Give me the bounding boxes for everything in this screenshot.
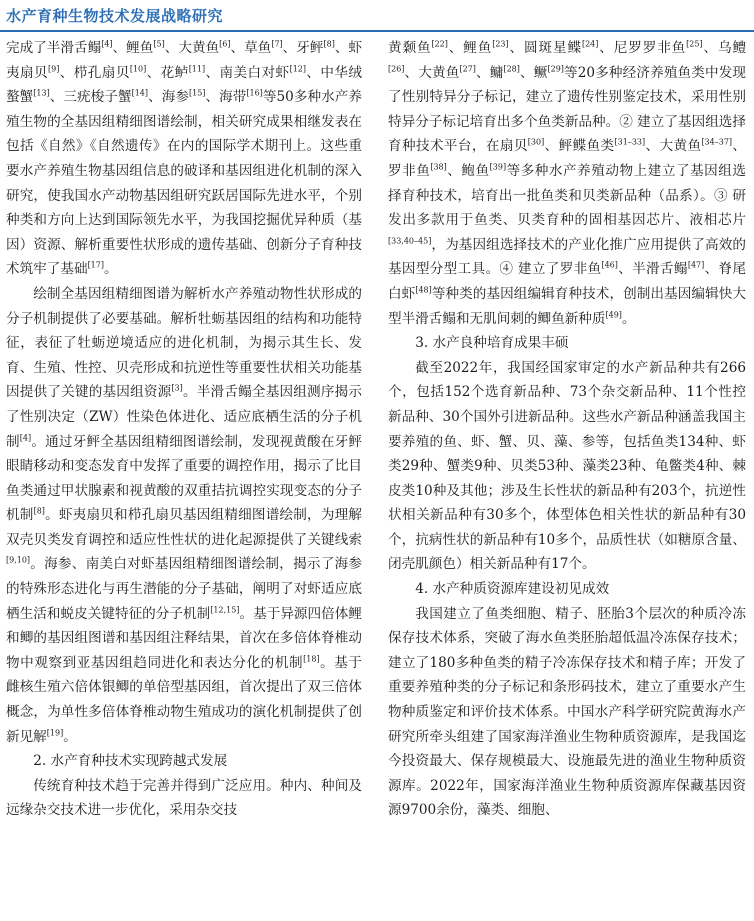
section-heading-new-varieties: 3. 水产良种培育成果丰硕 xyxy=(415,335,569,352)
citation-ref: [11] xyxy=(188,64,206,74)
citation-ref: [8] xyxy=(33,506,45,516)
citation-ref: [49] xyxy=(605,310,622,319)
paragraph-genome-maps: 完成了半滑舌鳎[4]、鲤鱼[5]、大黄鱼[6]、草鱼[7]、牙鲆[8]、虾夷扇贝[9]、栉孔扇贝[10]、花鲈[11]、南美白对虾[12]、中华绒螯蟹[13]、三疣梭子蟹[14]、海参[15]、海带[16]等50多种水产养殖生物的全基因组精细图谱绘制，相关研究成果相继发表在包括《自然》《自然遗传》在内的国际学术期刊上。这些重要水产养殖生物基因组信息的破译和基因组进化机制的深入研究，使我国水产动物基因组研究跃居国际先进水平，个别种类和方向上达到国际领先水平，为我国挖掘优异种质（基因）资源、解析重要性状形成的遗传基础、创新分子育种技术筑牢了基础[17]。 xyxy=(6,39,362,278)
citation-ref: [26] xyxy=(388,64,405,74)
citation-ref: [38] xyxy=(430,162,447,172)
citation-ref: [15] xyxy=(188,88,206,98)
citation-ref: [13] xyxy=(33,88,50,98)
paragraph-new-varieties: 截至2022年，我国经国家审定的水产新品种共有266个，包括152个选育新品种、73个杂交新品种、11个性控新品种、30个国外引进新品种。这些水产新品种涵盖我国主要养殖的鱼、虾、蟹、贝、藻、参等，包括鱼类134种、虾类29种、蟹类9种、贝类53种、藻类23种、龟鳖类4种、棘皮类10种及其他；涉及生长性状的新品种有203个，抗逆性状相关新品种有30多个，体型体色相关性状的新品种有30个，抗病性状的新品种有10多个，品质性状（如糖原含量、闭壳肌颜色）相关新品种有17个。 xyxy=(388,359,746,573)
citation-ref: [39] xyxy=(489,162,507,172)
citation-ref: [22] xyxy=(431,39,448,49)
page-header xyxy=(0,0,754,32)
citation-ref: [34–37] xyxy=(701,137,733,147)
citation-ref: [6] xyxy=(219,39,231,49)
citation-ref: [9,10] xyxy=(6,555,31,565)
citation-ref: [18] xyxy=(303,654,320,664)
paragraph-molecular-mechanisms: 绘制全基因组精细图谱为解析水产养殖动物性状形成的分子机制提供了必要基础。解析牡蛎基因组的结构和功能特征，表征了牡蛎逆境适应的进化机制，为揭示其生长、发育、生殖、性控、贝壳形成和抗逆性等重要性状相关功能基因提供了关键的基因组资源[3]。半滑舌鳎全基因组测序揭示了性别决定（ZW）性染色体进化、适应底栖生活的分子机制[4]。通过牙鲆全基因组精细图谱绘制，发现视黄酸在牙鲆眼睛移动和变态发育中发挥了重要的调控作用，揭示了比目鱼类通过甲状腺素和视黄酸的双重拮抗调控实现变态的分子机制[8]。虾夷扇贝和栉孔扇贝基因组精细图谱绘制，为理解双壳贝类发育调控和适应性性状的进化起源提供了关键线索[9,10]。海参、南美白对虾基因组精细图谱绘制，揭示了海参的特殊形态进化与再生潜能的分子基础，阐明了对虾适应底栖生活和蜕皮关键特征的分子机制[12,15]。基于异源四倍体鲤和鲫的基因组图谱和基因组注释结果，首次在多倍体脊椎动物中观察到亚基因组趋同进化和表达分化的机制[18]。基于雌核生殖六倍体银鲫的单倍型基因组，首次提出了双三倍体概念，为单性多倍体脊椎动物生殖成功的演化机制提供了创新见解[19]。 xyxy=(6,285,362,745)
citation-ref: [28] xyxy=(503,64,520,74)
paragraph-sex-markers-genomic-selection: 黄颡鱼[22]、鲤鱼[23]、圆斑星鲽[24]、尼罗罗非鱼[25]、乌鳢[26]、大黄鱼[27]、鳙[28]、鳜[29]等20多种经济养殖鱼类中发现了性别特异分子标记，建立了遗传性别鉴定技术，采用性别特异分子标记培育出多个鱼类新品种。② 建立了基因组选择育种技术平台，在扇贝[30]、鲆鲽鱼类[31–33]、大黄鱼[34–37]、罗非鱼[38]、鲍鱼[39]等多种水产养殖动物上建立了基因组选择育种技术，培育出一批鱼类和贝类新品种（品系）。③ 研发出多款用于鱼类、贝类育种的固相基因芯片、液相芯片[33,40–45]，为基因组选择技术的产业化推广应用提供了高效的基因型分型工具。④ 建立了罗非鱼[46]、半滑舌鳎[47]、脊尾白虾[48]等种类的基因组编辑育种技术，创制出基因编辑快大型半滑舌鳎和无肌间刺的鲫鱼新种质[49]。 xyxy=(388,39,746,327)
paragraph-traditional-breeding: 传统育种技术趋于完善并得到广泛应用。种内、种间及远缘杂交技术进一步优化，采用杂交技 xyxy=(6,777,362,819)
citation-ref: [48] xyxy=(415,285,432,295)
citation-ref: [24] xyxy=(581,39,599,49)
left-column xyxy=(6,36,362,921)
citation-ref: [25] xyxy=(686,39,703,49)
citation-ref: [27] xyxy=(459,64,476,74)
citation-ref: [30] xyxy=(527,137,545,147)
citation-ref: [47] xyxy=(687,260,705,270)
citation-ref: [23] xyxy=(492,39,509,49)
citation-ref: [16] xyxy=(246,88,263,98)
citation-ref: [5] xyxy=(153,39,165,49)
citation-ref: [29] xyxy=(547,64,564,74)
citation-ref: [10] xyxy=(129,64,147,74)
citation-ref: [4] xyxy=(101,39,113,49)
citation-ref: [4] xyxy=(19,432,32,442)
section-heading-breeding-tech: 2. 水产育种技术实现跨越式发展 xyxy=(33,753,228,770)
citation-ref: [17] xyxy=(87,260,104,270)
citation-ref: [9] xyxy=(48,64,60,74)
citation-ref: [8] xyxy=(323,39,335,49)
citation-ref: [19] xyxy=(46,728,64,738)
citation-ref: [7] xyxy=(271,39,283,49)
right-column xyxy=(388,36,746,921)
citation-ref: [14] xyxy=(131,88,149,98)
section-heading-germplasm-bank: 4. 水产种质资源库建设初见成效 xyxy=(415,581,610,598)
citation-ref: [12,15] xyxy=(210,605,240,615)
running-title: 水产育种生物技术发展战略研究 xyxy=(6,7,224,25)
citation-ref: [31–33] xyxy=(614,137,646,147)
citation-ref: [12] xyxy=(289,64,306,74)
citation-ref: [3] xyxy=(171,383,183,393)
citation-ref: [33,40–45] xyxy=(388,236,432,246)
citation-ref: [46] xyxy=(601,260,618,270)
paragraph-germplasm-bank: 我国建立了鱼类细胞、精子、胚胎3个层次的种质冷冻保存技术体系，突破了海水鱼类胚胎超低温冷冻保存技术；建立了180多种鱼类的精子冷冻保存技术和精子库；开发了重要养殖种类的分子标记和条形码技术，建立了重要水产生物种质鉴定和评价技术体系。中国水产科学研究院黄海水产研究所牵头组建了国家海洋渔业生物种质资源库，是我国迄今投资最大、保存规模最大、设施最先进的渔业生物种质资源库。2022年，国家海洋渔业生物种质资源库保藏基因资源9700余份，藻类、细胞、 xyxy=(388,605,746,819)
